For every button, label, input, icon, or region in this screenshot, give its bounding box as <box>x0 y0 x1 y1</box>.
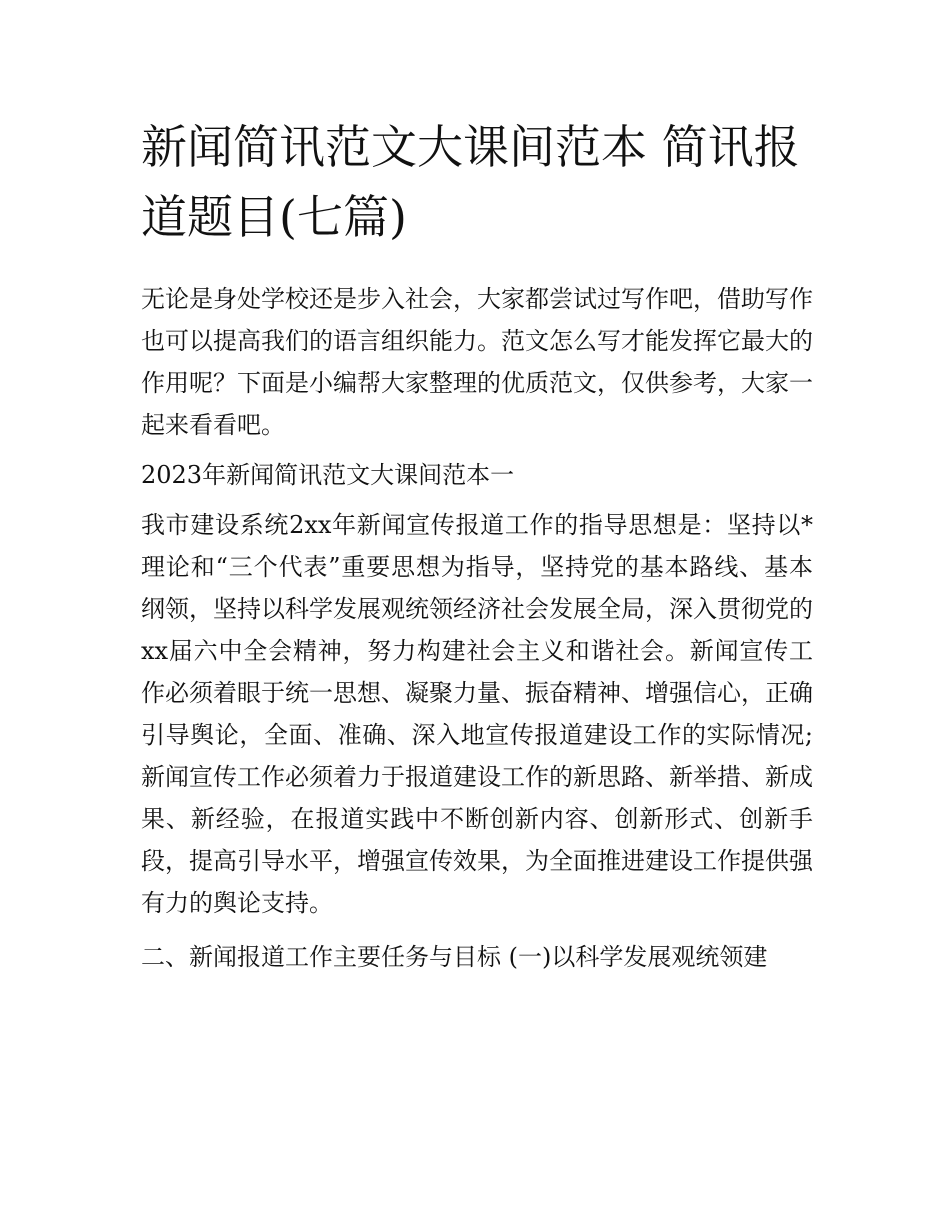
body-paragraph-1: 我市建设系统2xx年新闻宣传报道工作的指导思想是：坚持以*理论和“三个代表”重要思想为指导，坚持党的基本路线、基本纲领，坚持以科学发展观统领经济社会发展全局，深入贯彻党的xx届六中全会精神，努力构建社会主义和谐社会。新闻宣传工作必须着眼于统一思想、凝聚力量、振奋精神、增强信心，正确引导舆论，全面、准确、深入地宣传报道建设工作的实际情况;新闻宣传工作必须着力于报道建设工作的新思路、新举措、新成果、新经验，在报道实践中不断创新内容、创新形式、创新手段，提高引导水平，增强宣传效果，为全面推进建设工作提供强有力的舆论支持。 <box>141 511 813 917</box>
section-heading-1: 2023年新闻简讯范文大课间范本一 <box>141 461 515 489</box>
document-title: 新闻简讯范文大课间范本 简讯报道题目(七篇) <box>141 120 800 244</box>
intro-paragraph: 无论是身处学校还是步入社会，大家都尝试过写作吧，借助写作也可以提高我们的语言组织能力。范文怎么写才能发挥它最大的作用呢？下面是小编帮大家整理的优质范文，仅供参考，大家一起来看看吧。 <box>141 285 813 439</box>
document-content <box>141 112 813 978</box>
section-heading-2: 二、新闻报道工作主要任务与目标 (一)以科学发展观统领建 <box>141 943 768 971</box>
